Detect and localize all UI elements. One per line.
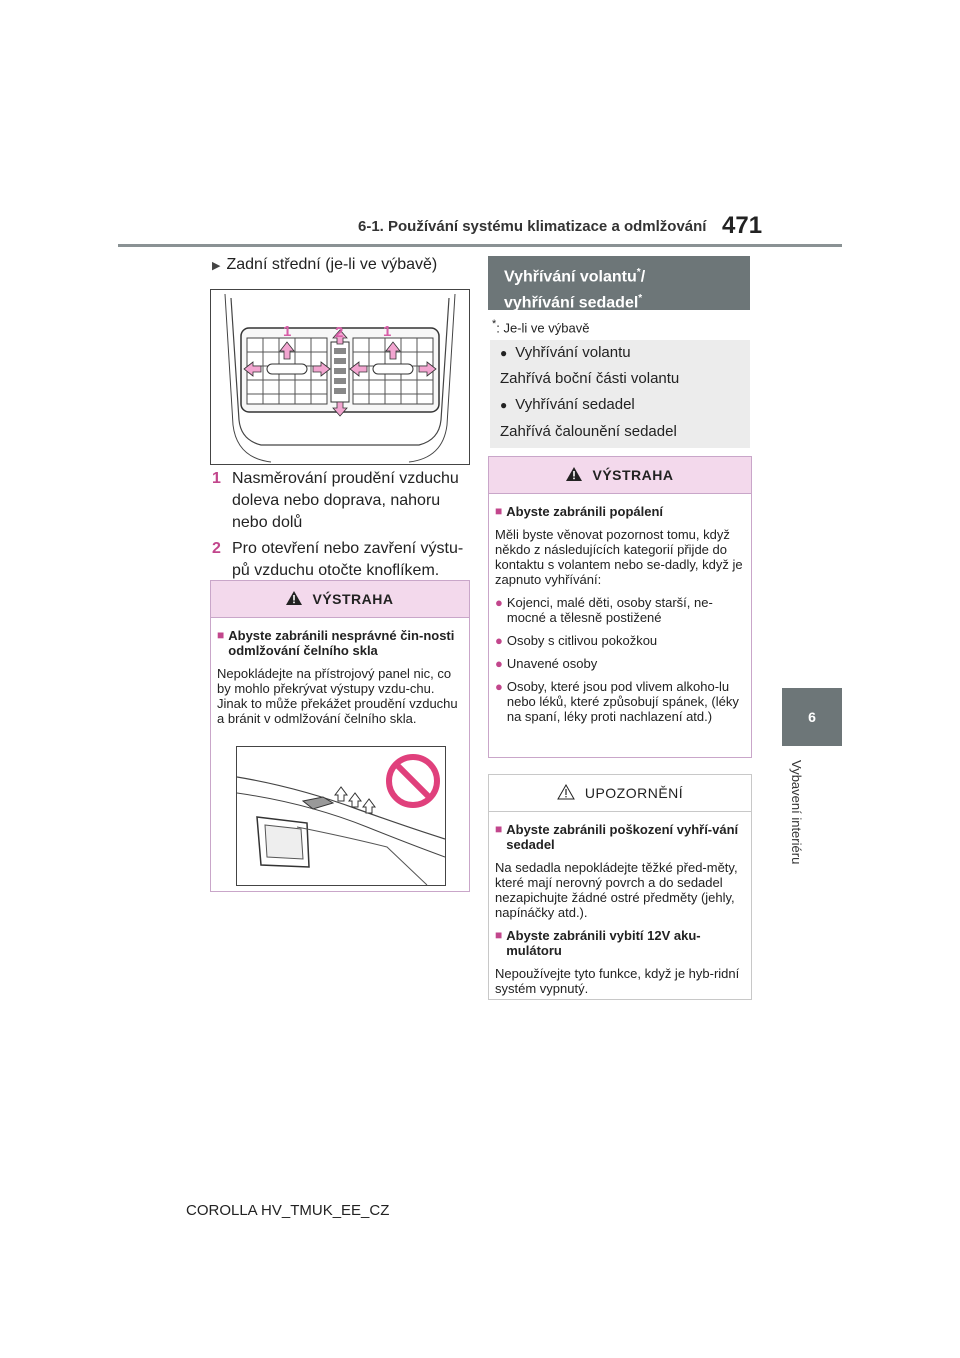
caution-text: Nepoužívejte tyto funkce, když je hyb-ridní systém vypnutý. bbox=[495, 966, 740, 996]
feature-info-box bbox=[490, 340, 750, 448]
figure-label-1b: 1 bbox=[383, 323, 392, 340]
chapter-label-text: Vybavení interiéru bbox=[789, 760, 804, 865]
sub-heading bbox=[212, 256, 437, 274]
warning-title-text: Abyste zabránili popálení bbox=[506, 504, 664, 519]
section-title-separator: / bbox=[640, 268, 646, 286]
bullet-dot-icon: ● bbox=[495, 679, 503, 694]
footnote bbox=[492, 318, 589, 335]
steps-list bbox=[212, 468, 474, 586]
warning-bullet bbox=[495, 679, 745, 724]
warning-box-burns bbox=[488, 456, 752, 758]
figure-label-1a: 1 bbox=[283, 323, 292, 340]
caution-box bbox=[488, 774, 752, 1000]
feature-desc-steering: Zahřívá boční části volantu bbox=[500, 370, 680, 387]
feature-item-steering: ● Vyhřívání volantu bbox=[500, 344, 631, 361]
step-text: Nasměrování proudění vzduchu doleva nebo doprava, nahoru nebo dolů bbox=[232, 470, 459, 531]
prohibition-icon bbox=[389, 757, 437, 805]
step-number: 2 bbox=[212, 540, 221, 557]
bullet-dot-icon: ● bbox=[495, 656, 503, 671]
rear-vent-illustration bbox=[210, 289, 470, 465]
header-rule bbox=[118, 244, 842, 247]
warning-title bbox=[495, 504, 745, 519]
section-title-part1: Vyhřívání volantu bbox=[504, 268, 637, 286]
step-item bbox=[212, 468, 474, 534]
section-title-part2: vyhřívání sedadel bbox=[504, 294, 639, 312]
step-number: 1 bbox=[212, 470, 221, 487]
header-title: 6-1. Používání systému klimatizace a odmlžování bbox=[358, 218, 707, 235]
chapter-label bbox=[788, 760, 804, 920]
warning-triangle-icon bbox=[286, 591, 302, 608]
warning-title-text: Abyste zabránili nesprávné čin-nosti odmlžování čelního skla bbox=[228, 628, 455, 658]
page-number: 471 bbox=[722, 212, 763, 239]
warning-text: Nepokládejte na přístrojový panel nic, co by mohlo překrývat výstupy vzdu-chu. Jinak to může překážet proudění vzduchu a bránit v odmlžování čelního skla. bbox=[217, 666, 458, 726]
caution-header bbox=[489, 775, 751, 812]
triangle-bullet-icon: ▶ bbox=[212, 260, 221, 272]
warning-text: Měli byste věnovat pozornost tomu, když někdo z následujících kategorií přijde do kontaktu s volantem nebo se-dadly, když je zapnuto vyhřívání: bbox=[495, 527, 743, 587]
step-item bbox=[212, 538, 474, 582]
warning-label: VÝSTRAHA bbox=[592, 467, 674, 483]
chapter-tab: 6 bbox=[782, 688, 842, 746]
warning-header bbox=[211, 581, 469, 618]
caution-title-text: Abyste zabránili vybití 12V aku-mulátoru bbox=[506, 928, 701, 958]
caution-text: Na sedadla nepokládejte těžké před-měty, které mají nerovný povrch a do sedadel nezapichujte žádné ostré předměty (jehly, napínáčky atd.). bbox=[495, 860, 738, 920]
warning-body bbox=[211, 618, 469, 740]
warning-bullet-text: Osoby s citlivou pokožkou bbox=[506, 633, 658, 648]
caution-title bbox=[495, 928, 745, 958]
figure-label-2: 2 bbox=[335, 324, 344, 341]
bullet-dot-icon: ● bbox=[495, 595, 503, 610]
caution-label: UPOZORNĚNÍ bbox=[584, 785, 684, 801]
rear-vent-svg bbox=[211, 290, 469, 464]
warning-label: VÝSTRAHA bbox=[312, 591, 394, 607]
asterisk-mark: * bbox=[636, 267, 641, 278]
warning-bullet-text: Osoby, které jsou pod vlivem alkoho-lu nebo léků, které způsobují spánek, (léky na spaní, léky proti nachlazení atd.) bbox=[506, 679, 739, 724]
feature-desc-seat: Zahřívá čalounění sedadel bbox=[500, 423, 677, 440]
asterisk-mark: * bbox=[638, 293, 643, 305]
warning-bullet-text: Kojenci, malé děti, osoby starší, ne-mocné a tělesně postižené bbox=[506, 595, 713, 625]
warning-bullet bbox=[495, 633, 745, 648]
step-text: Pro otevření nebo zavření výstu-pů vzduchu otočte knoflíkem. bbox=[232, 540, 464, 579]
warning-header bbox=[489, 457, 751, 494]
warning-body bbox=[489, 494, 751, 738]
dashboard-prohibition-illustration bbox=[236, 746, 446, 886]
caution-title bbox=[495, 822, 745, 852]
warning-bullet-text: Unavené osoby bbox=[506, 656, 598, 671]
square-bullet-icon: ■ bbox=[495, 928, 503, 942]
sub-heading-text: Zadní střední (je-li ve výbavě) bbox=[226, 256, 438, 273]
warning-title bbox=[217, 628, 463, 658]
square-bullet-icon: ■ bbox=[495, 822, 503, 836]
section-title bbox=[488, 256, 750, 310]
bullet-dot-icon: ● bbox=[495, 633, 503, 648]
warning-bullet bbox=[495, 656, 745, 671]
caution-title-text: Abyste zabránili poškození vyhří-vání sedadel bbox=[506, 822, 739, 852]
square-bullet-icon: ■ bbox=[495, 504, 503, 518]
square-bullet-icon: ■ bbox=[217, 628, 225, 642]
warning-triangle-icon bbox=[566, 467, 582, 484]
footnote-text: : Je-li ve výbavě bbox=[496, 320, 590, 336]
caution-body bbox=[489, 812, 751, 1010]
feature-item-seat: ● Vyhřívání sedadel bbox=[500, 396, 635, 413]
footer-model-code: COROLLA HV_TMUK_EE_CZ bbox=[186, 1202, 390, 1219]
footnote-asterisk: * bbox=[492, 318, 497, 330]
warning-bullet bbox=[495, 595, 745, 625]
dashboard-svg bbox=[237, 747, 445, 885]
caution-triangle-icon bbox=[557, 784, 575, 803]
